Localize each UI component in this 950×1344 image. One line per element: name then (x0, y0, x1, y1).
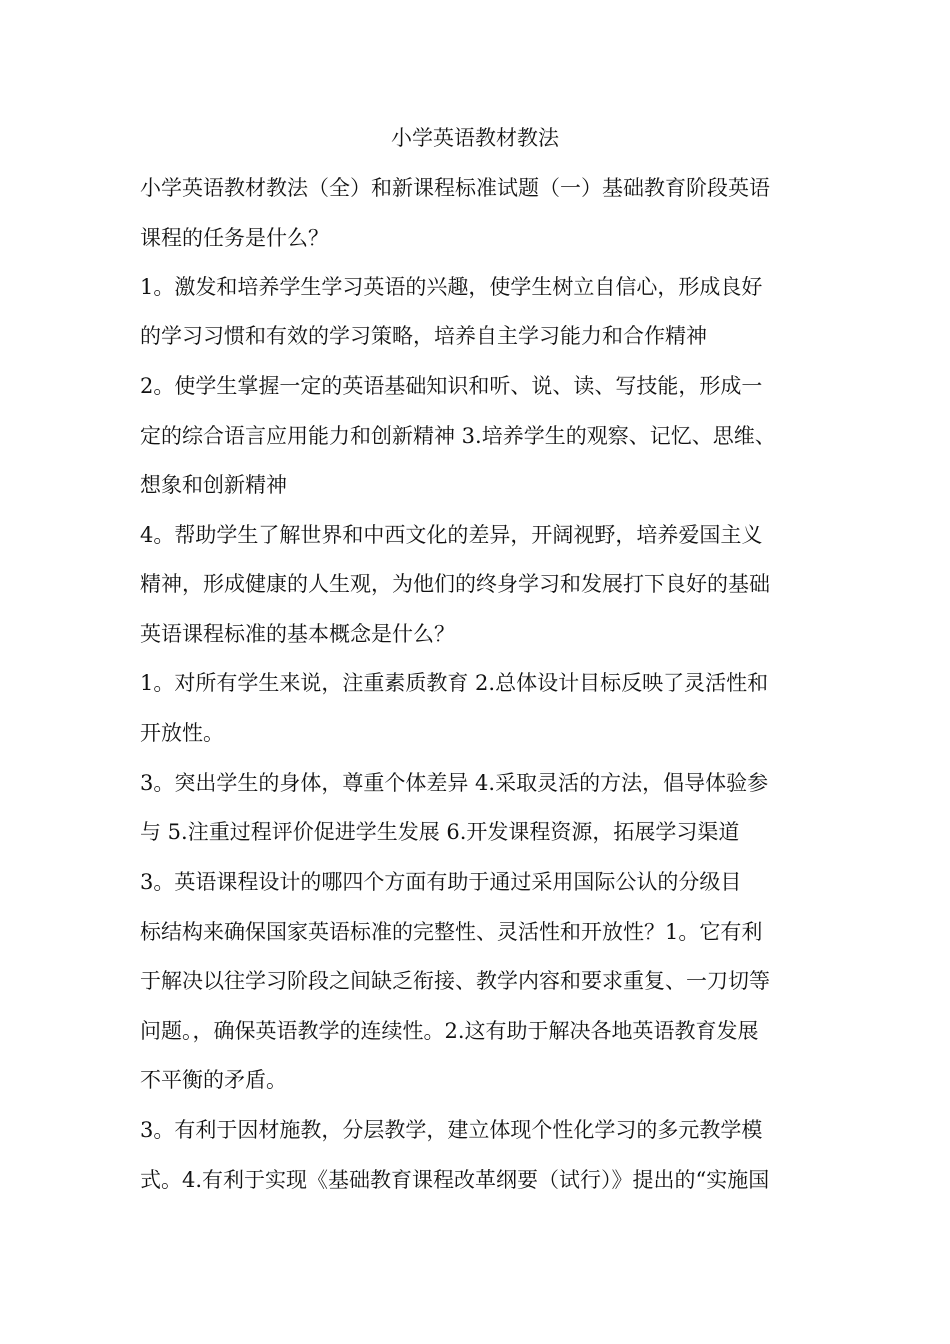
body-line: 3。突出学生的身体，尊重个体差异 4.采取灵活的方法，倡导体验参 (140, 771, 769, 795)
body-line: 不平衡的矛盾。 (140, 1068, 287, 1092)
body-line: 1。对所有学生来说，注重素质教育 2.总体设计目标反映了灵活性和 (140, 671, 769, 695)
body-line: 于解决以往学习阶段之间缺乏衔接、教学内容和要求重复、一刀切等 (140, 969, 770, 993)
body-line: 标结构来确保国家英语标准的完整性、灵活性和开放性？1。它有利 (140, 920, 763, 944)
body-line: 定的综合语言应用能力和创新精神 3.培养学生的观察、记忆、思维、 (140, 424, 776, 448)
body-line: 小学英语教材教法（全）和新课程标准试题（一）基础教育阶段英语 (140, 176, 770, 200)
body-line: 开放性。 (140, 721, 224, 745)
body-line: 4。帮助学生了解世界和中西文化的差异，开阔视野，培养爱国主义 (140, 523, 763, 547)
body-line: 精神，形成健康的人生观，为他们的终身学习和发展打下良好的基础 (140, 572, 770, 596)
document-title: 小学英语教材教法 (391, 126, 559, 150)
body-line: 2。使学生掌握一定的英语基础知识和听、说、读、写技能，形成一 (140, 374, 763, 398)
body-line: 式。4.有利于实现《基础教育课程改革纲要（试行）》提出的“实施国 (140, 1168, 770, 1192)
body-line: 3。英语课程设计的哪四个方面有助于通过采用国际公认的分级目 (140, 870, 742, 894)
body-line: 想象和创新精神 (140, 473, 287, 497)
body-line: 课程的任务是什么？ (140, 226, 329, 250)
body-line: 1。激发和培养学生学习英语的兴趣，使学生树立自信心，形成良好 (140, 275, 763, 299)
body-line: 与 5.注重过程评价促进学生发展 6.开发课程资源，拓展学习渠道 (140, 820, 740, 844)
body-line: 英语课程标准的基本概念是什么？ (140, 622, 455, 646)
body-line: 的学习习惯和有效的学习策略，培养自主学习能力和合作精神 (140, 324, 707, 348)
body-line: 问题。，确保英语教学的连续性。2.这有助于解决各地英语教育发展 (140, 1019, 759, 1043)
body-line: 3。有利于因材施教，分层教学，建立体现个性化学习的多元教学模 (140, 1118, 763, 1142)
